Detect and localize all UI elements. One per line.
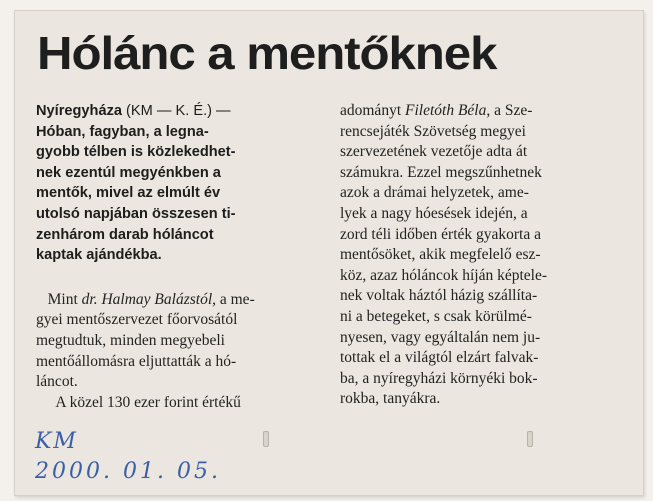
dateline-place: Nyíregyháza [36, 103, 122, 119]
staple-mark [263, 431, 269, 447]
body-line: köz, azaz hóláncok híján képtele- [340, 266, 547, 284]
right-column: adományt Filetóth Béla, a Sze- rencsejáték Szövetség megyei szervezetének vezetője adta át számukra. Ezzel megszűnhetnek azok a drámai helyzetek, ame- lyek a nagy hóesések idején, a zord téli időben érték gyakorta a mentősöket, akik megfelelő esz- köz, azaz hóláncok híján képtele- nek voltak háztól házig szállíta- ni a betegeket, s csak körülmé- nyesen, vagy egyáltalán nem ju- tottak el a világtól elzárt falvak- ba, a nyíregyházi környéki bok- rokba, tanyákra. [340, 101, 624, 410]
body-line: tottak el a világtól elzárt falvak- [340, 349, 539, 367]
lead-line: kaptak ajándékba. [36, 247, 162, 264]
body-line: rokba, tanyákra. [340, 390, 441, 408]
person-name: Filetóth Béla [405, 102, 487, 119]
handwritten-source: KM [35, 429, 78, 454]
body-line: nyesen, vagy egyáltalán nem ju- [340, 328, 541, 346]
lead-line: mentők, mivel az elmúlt év [36, 185, 221, 202]
body-line: lyek a nagy hóesések idején, a [340, 204, 528, 222]
lead-line: Hóban, fagyban, a legna- [36, 123, 209, 140]
body-line: mentősöket, akik megfelelő esz- [340, 246, 541, 264]
body-line: megtudtuk, minden megyebeli [36, 331, 225, 349]
paragraph-2-start: A közel 130 ezer forint értékű [55, 393, 241, 411]
body-line: nek voltak háztól házig szállíta- [340, 287, 538, 305]
left-column [36, 101, 314, 413]
body-line: ba, a nyíregyházi környéki bok- [340, 369, 538, 387]
body-line: zord téli időben érték gyakorta a [340, 225, 541, 243]
handwritten-date: 2000. 01. 05. [35, 459, 221, 484]
lead-line: zenhárom darab hóláncot [36, 226, 214, 243]
body-line: ni a betegeket, s csak körülmé- [340, 307, 532, 325]
lead-line: nek ezentúl megyénkben a [36, 164, 221, 181]
body-line: azok a drámai helyzetek, ame- [340, 184, 529, 202]
person-name: dr. Halmay Balázstól [81, 290, 213, 308]
body-line: szervezetének vezetője adta át [340, 143, 528, 161]
article-headline: Hólánc a mentőknek [37, 27, 497, 79]
staple-mark [527, 431, 533, 447]
dateline-agency: (KM — K. É.) — [121, 103, 231, 119]
body-line: gyei mentőszervezet főorvosától [36, 311, 238, 329]
lead-line: gyobb télben is közlekedhet- [36, 144, 236, 161]
body-line: láncot. [36, 373, 78, 391]
article-lead [36, 101, 314, 266]
body-line: rencsejáték Szövetség megyei [340, 122, 526, 140]
newspaper-clipping [14, 10, 644, 496]
lead-line: utolsó napjában összesen ti- [36, 205, 236, 222]
paragraph-1: Mint dr. Halmay Balázstól, a me- gyei mentőszervezet főorvosától megtudtuk, minden megyebeli mentőállomásra eljuttatták a hó- láncot. [36, 290, 314, 393]
body-line: számukra. Ezzel megszűnhetnek [340, 163, 542, 181]
body-line: mentőállomásra eljuttatták a hó- [36, 352, 237, 370]
